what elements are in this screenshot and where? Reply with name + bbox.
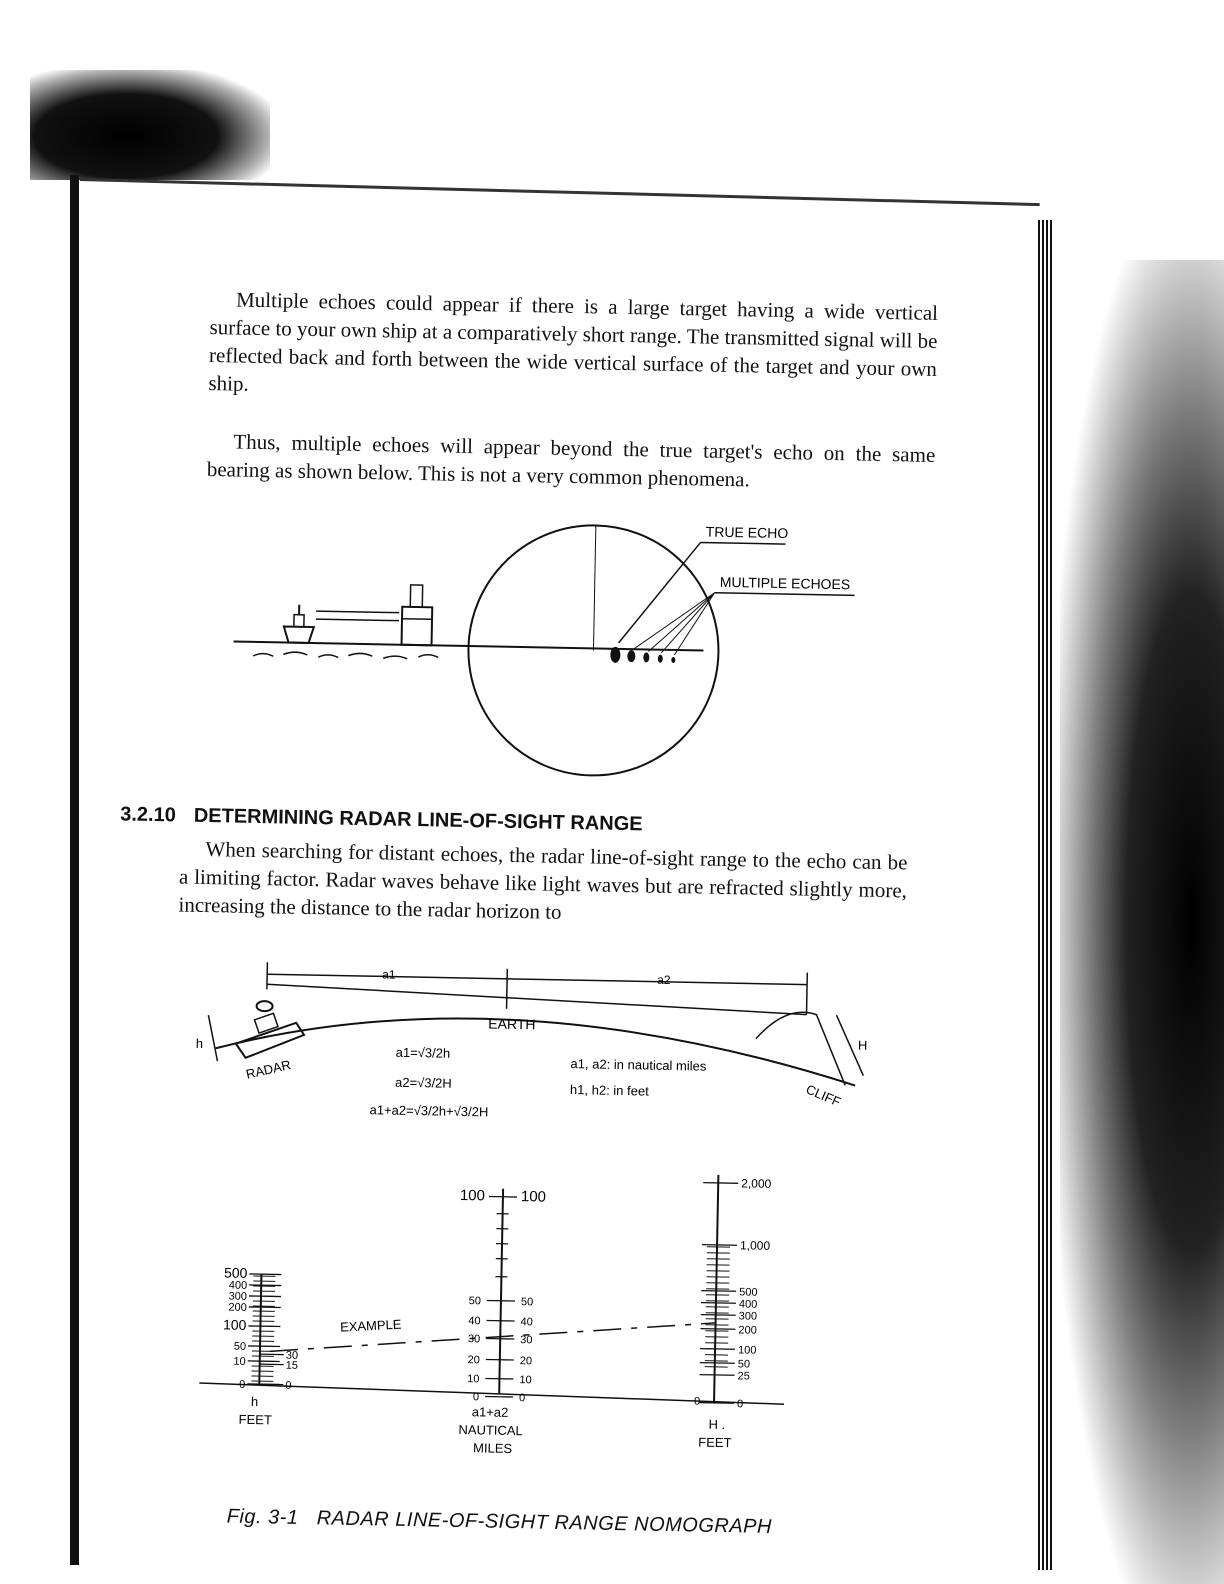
H-scale-tick-label: 100 <box>737 1344 757 1357</box>
H-scale-tick-label: 1,000 <box>739 1238 771 1253</box>
range-scale-tick-label-left: 100 <box>459 1186 486 1205</box>
H-scale-tick-label: 50 <box>737 1358 751 1371</box>
scale-tick <box>700 1375 735 1376</box>
h-scale-tick-label-right: 15 <box>285 1359 299 1372</box>
scale-tick <box>703 1183 738 1184</box>
earth-curve <box>215 1014 856 1086</box>
paragraph-line-of-sight: When searching for distant echoes, the radar line-of-sight range to the echo can be a limiting factor. Radar waves behave like light waves but are refracted slightly more, increasing the distance to the radar horizon to <box>178 837 908 924</box>
H-scale <box>699 1175 772 1411</box>
h-scale-tick-label: 400 <box>228 1279 248 1292</box>
range-scale-tick-label-right: 40 <box>520 1316 533 1329</box>
H-axis-label: H . <box>708 1416 726 1433</box>
h-scale-tick-label: 300 <box>228 1290 248 1303</box>
heading-marker <box>593 525 595 650</box>
h-scale <box>222 1264 300 1391</box>
range-scale-tick-label-right: 50 <box>520 1296 534 1309</box>
range-scale-tick-label-right: 10 <box>519 1374 532 1387</box>
formula-a1: a1=√3/2h <box>395 1044 451 1061</box>
h-scale-tick-label: 50 <box>233 1340 247 1353</box>
a2-label: a2 <box>657 972 671 987</box>
figure-caption <box>227 1506 773 1539</box>
scale-tick <box>249 1285 281 1286</box>
multiple-echo-blip <box>627 650 635 662</box>
H-scale-zero-left: 0 <box>693 1395 701 1408</box>
h-scale-tick-label: 200 <box>228 1301 247 1314</box>
figure-title: RADAR LINE-OF-SIGHT RANGE NOMOGRAPH <box>316 1507 773 1539</box>
own-ship-icon <box>284 604 315 643</box>
sight-line <box>267 984 807 1014</box>
cliff-label: CLIFF <box>803 1081 843 1110</box>
H-scale-tick-label: 300 <box>738 1310 758 1323</box>
scan-dark-blot <box>30 70 270 180</box>
multiple-echo-blip <box>658 655 663 663</box>
page-right-edge <box>1038 220 1052 1570</box>
multiple-echoes-leader <box>715 593 855 596</box>
reflection-line <box>316 611 399 613</box>
range-scale-tick-label-right: 0 <box>518 1392 526 1405</box>
book-spine-shadow <box>70 175 79 1565</box>
a1-label: a1 <box>382 967 396 982</box>
h-height-label: h <box>195 1035 204 1051</box>
line-of-sight-nomograph <box>188 1163 814 1475</box>
multiple-echo-blip <box>643 652 649 662</box>
target-building-icon <box>402 585 433 646</box>
units-distance: a1, a2: in nautical miles <box>570 1056 707 1074</box>
scale-tick <box>701 1291 736 1292</box>
H-scale-tick-label: 200 <box>738 1324 757 1337</box>
H-axis-unit: FEET <box>698 1434 732 1451</box>
H-scale-tick-label: 0 <box>736 1398 744 1411</box>
example-label: EXAMPLE <box>339 1316 402 1335</box>
range-scale-tick-label-left: 0 <box>472 1391 480 1404</box>
formula-sum: a1+a2=√3/2h+√3/2H <box>369 1102 489 1120</box>
H-scale-tick-label: 2,000 <box>741 1176 772 1191</box>
scale-tick <box>249 1274 281 1275</box>
range-scale-tick-label-left: 10 <box>467 1373 480 1386</box>
h-axis-unit: FEET <box>238 1411 272 1428</box>
range-scale-tick-label-right: 30 <box>520 1334 533 1347</box>
range-scale-tick-label-left: 20 <box>467 1354 480 1367</box>
range-scale-tick-label-left: 40 <box>468 1315 481 1328</box>
H-scale-tick-label: 25 <box>737 1370 750 1383</box>
true-echo-label: TRUE ECHO <box>705 523 789 542</box>
distance-dimension-line <box>267 974 807 984</box>
scale-tick <box>700 1363 735 1364</box>
paragraph-multiple-echoes-bearing: Thus, multiple echoes will appear beyond the true target's echo on the same bearing as shown below. This is not a very common phenomena. <box>206 429 936 492</box>
paragraph-multiple-echoes: Multiple echoes could appear if there is a large target having a wide vertical surface to your own ship at a comparatively short range. The transmitted signal will be reflected back and forth between the wide vertical surface of the target and your own ship. <box>208 287 939 396</box>
H-scale-tick-label: 400 <box>738 1298 758 1311</box>
multiple-echoes-label: MULTIPLE ECHOES <box>719 573 851 593</box>
radar-ship-icon <box>236 1001 305 1059</box>
section-title: DETERMINING RADAR LINE-OF-SIGHT RANGE <box>193 804 643 836</box>
range-axis-label: a1+a2 <box>471 1404 509 1420</box>
cliff-icon <box>755 1011 846 1085</box>
radar-horizon-diagram <box>194 953 877 1146</box>
units-height: h1, h2: in feet <box>569 1082 649 1099</box>
radar-label: RADAR <box>244 1056 293 1082</box>
section-number: 3.2.10 <box>120 803 177 827</box>
scale-tick <box>700 1329 735 1330</box>
H-scale-tick-label: 500 <box>739 1286 758 1299</box>
earth-label: EARTH <box>488 1015 536 1033</box>
scale-tick <box>249 1307 281 1308</box>
h-scale-tick-label: 10 <box>233 1355 246 1368</box>
scale-tick <box>702 1245 737 1246</box>
range-scale-tick-label-right: 100 <box>520 1188 547 1206</box>
scale-tick <box>701 1303 736 1304</box>
reflection-line <box>316 619 399 621</box>
formula-a2: a2=√3/2H <box>394 1074 452 1091</box>
h-scale-tick-label-right: 30 <box>285 1349 299 1362</box>
document-page <box>106 221 1031 1568</box>
H-height-label: H <box>857 1037 868 1053</box>
h-axis-label: h <box>250 1393 259 1410</box>
range-scale-tick-label-left: 50 <box>468 1295 482 1308</box>
true-echo-leader <box>619 541 701 645</box>
h-scale-tick-label: 0 <box>239 1378 246 1391</box>
range-axis-unit-2: MILES <box>472 1440 513 1457</box>
range-scale-tick-label-left: 30 <box>467 1333 481 1346</box>
figure-number: Fig. 3-1 <box>226 1505 299 1529</box>
range-scale <box>456 1187 546 1405</box>
multiple-echo-diagram <box>230 514 885 816</box>
scale-tick <box>699 1403 734 1404</box>
h-scale-tick-label: 500 <box>223 1264 248 1281</box>
scale-tick <box>701 1315 736 1316</box>
h-height-marker <box>207 1015 218 1061</box>
h-scale-tick-label: 100 <box>222 1316 247 1333</box>
range-scale-tick-label-right: 20 <box>519 1355 533 1368</box>
multiple-echo-blip <box>671 657 675 663</box>
sea-waves <box>253 651 438 659</box>
h-scale-tick-label-right: 0 <box>285 1379 292 1392</box>
scan-right-shadow <box>1060 260 1224 1584</box>
range-axis-unit-1: NAUTICAL <box>458 1421 523 1439</box>
